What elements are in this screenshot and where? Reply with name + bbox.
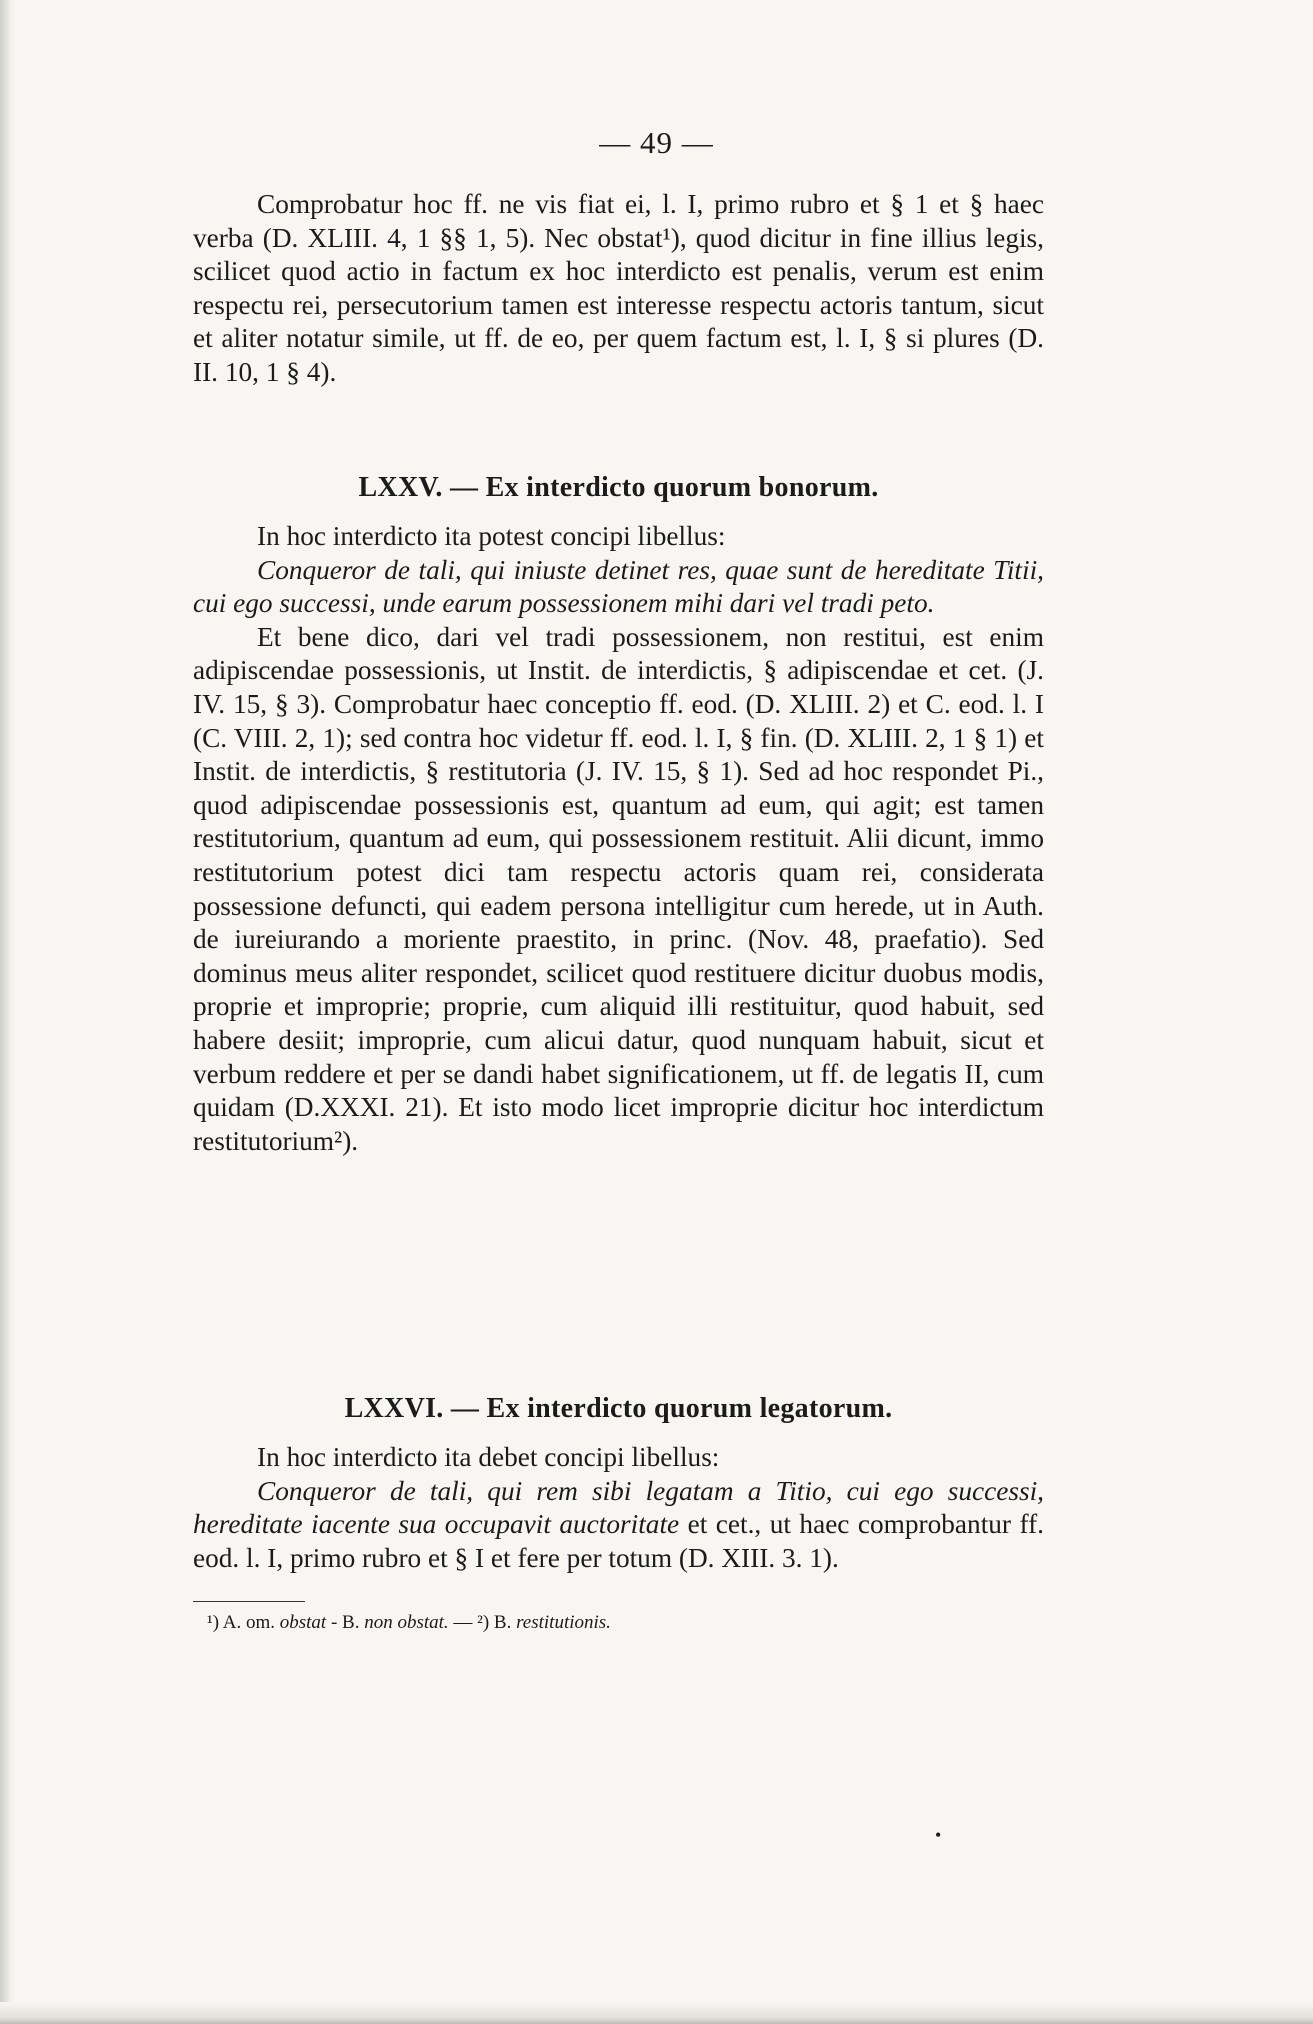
page-edge-shadow-bottom — [0, 2002, 1313, 2024]
paragraph: Et bene dico, dari vel tradi possessionem, non restitui, est enim adipiscendae possessionis, ut Instit. de interdictis, § adipiscendae et cet. (J. IV. 15, § 3). Comprobatur haec conceptio ff. eod. (D. XLIII. 2) et C. eod. l. I (C. VIII. 2, 1); sed contra hoc videtur ff. eod. l. I, § fin. (D. XLIII. 2, 1 § 1) et Instit. de interdictis, § restitutoria (J. IV. 15, § 1). Sed ad hoc respondet Pi., quod adipiscendae possessionis est, quantum ad eum, qui agit; est tamen restitutorium, quantum ad eum, qui possessionem restituit. Alii dicunt, immo restitutorium potest dici tam respectu actoris quam rei, considerata possessione defuncti, qui eadem persona intelligitur cum herede, ut in Auth. de iureiurando a moriente praestito, in princ. (Nov. 48, praefatio). Sed dominus meus aliter respondet, scilicet quod restituere dicitur duobus modis, proprie et improprie; proprie, cum aliquid illi restituitur, quod habuit, sed habere desiit; improprie, cum alicui datur, quod nunquam habuit, sicut et verbum reddere et per se dandi habet significationem, ut ff. de legatis II, cum quidam (D.XXXI. 21). Et isto modo licet improprie dicitur hoc interdictum restitutorium²). — [193, 621, 1044, 1156]
libellus-formula-paragraph — [193, 1475, 1044, 1576]
footnote-1-marker: ¹) A. om. — [207, 1612, 280, 1633]
footnote-1-separator: - B. — [326, 1612, 365, 1633]
section-heading-lxxvi: LXXVI. — Ex interdicto quorum legatorum. — [344, 1393, 893, 1424]
libellus-formula: Conqueror de tali, qui iniuste detinet res, quae sunt de hereditate Titii, cui ego successi, unde earum possessionem mihi dari vel tradi peto. — [193, 554, 1044, 619]
section-heading-lxxv: LXXV. — Ex interdicto quorum bonorum. — [358, 472, 879, 503]
libellus-formula: Conqueror de tali, qui rem sibi legatam a Titio, cui ego successi, hereditate iacente sua occupavit auctoritate — [193, 1475, 1044, 1540]
section-lxxvi-body — [193, 1441, 1044, 1575]
section-paragraph-continuation — [193, 188, 1044, 390]
stray-ink-mark: • — [935, 1825, 942, 1845]
page-number: — 49 — — [599, 125, 714, 160]
footnote-1-variant-a: obstat — [279, 1612, 327, 1633]
footnote-1-variant-b: non obstat. — [364, 1612, 449, 1633]
footnote-rule — [193, 1601, 305, 1602]
footnotes — [207, 1610, 1044, 1636]
libellus-intro: In hoc interdicto ita potest concipi libellus: — [257, 521, 726, 551]
footnote-2-variant: restitutionis. — [516, 1612, 611, 1633]
paragraph: Comprobatur hoc ff. ne vis fiat ei, l. I, primo rubro et § 1 et § haec verba (D. XLIII. 4, 1 §§ 1, 5). Nec obstat¹), quod dicitur in fine illius legis, scilicet quod actio in factum ex hoc interdicto est penalis, verum est enim respectu rei, persecutorium tamen est interesse respectu actoris tantum, sicut et aliter notatur simile, ut ff. de eo, per quem factum est, l. I, § si plures (D. II. 10, 1 § 4). — [193, 189, 1044, 387]
section-lxxv-body — [193, 520, 1044, 1158]
libellus-intro: In hoc interdicto ita debet concipi libellus: — [257, 1442, 720, 1472]
footnote-2-marker: — ²) B. — [448, 1612, 517, 1633]
libellus-formula-tail: et cet., ut haec comprobantur ff. eod. l. I, primo rubro et § I et fere per totum (D. XIII. 3. 1). — [193, 1509, 1044, 1573]
page-edge-shadow-left — [0, 0, 16, 2024]
